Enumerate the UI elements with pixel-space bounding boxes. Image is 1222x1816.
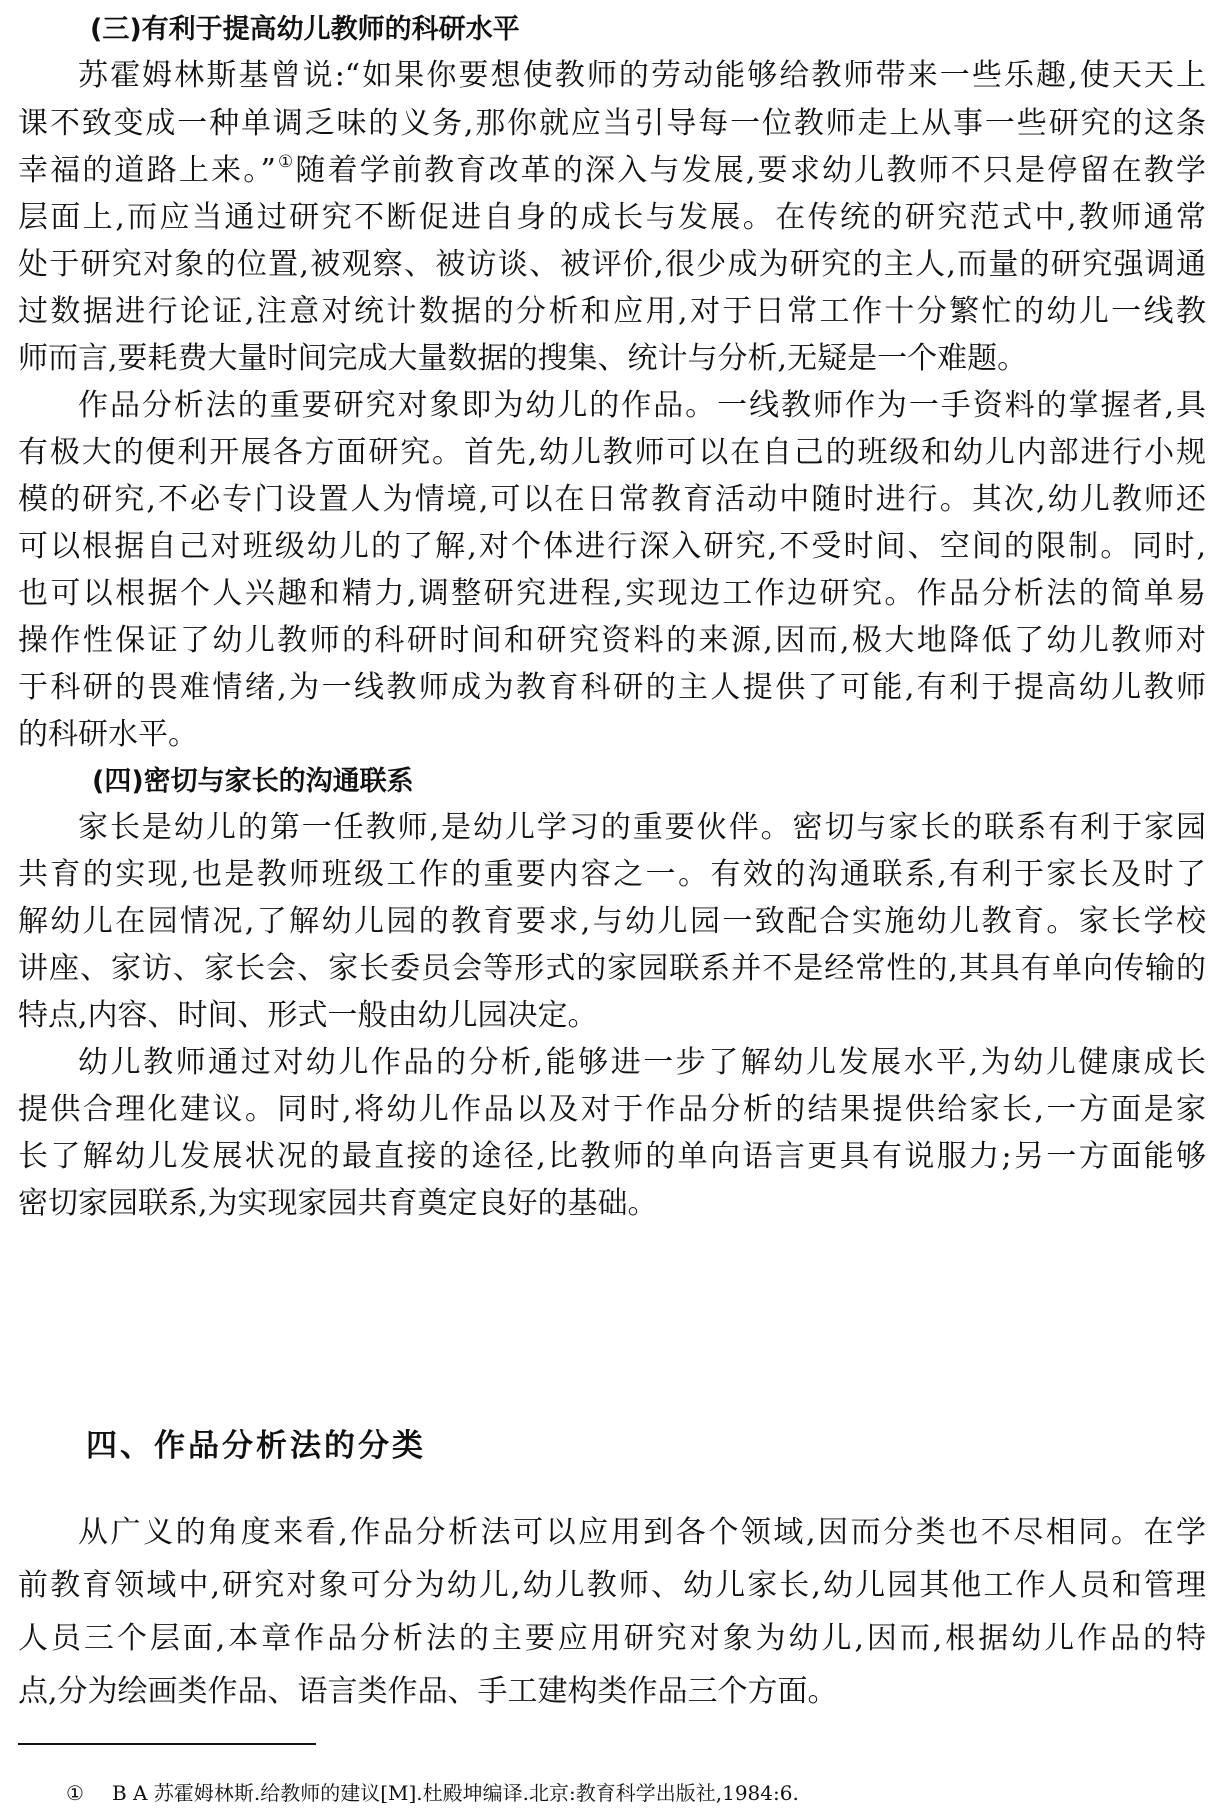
chapter-heading: 四、作品分析法的分类 xyxy=(86,1428,426,1464)
paragraph-line: 解幼儿在园情况,了解幼儿园的教育要求,与幼儿园一致配合实施幼儿教育。家长学校 xyxy=(18,904,1206,939)
paragraph-line: 可以根据自己对班级幼儿的了解,对个体进行深入研究,不受时间、空间的限制。同时, xyxy=(18,529,1206,564)
paragraph-line: 共育的实现,也是教师班级工作的重要内容之一。有效的沟通联系,有利于家长及时了 xyxy=(18,857,1206,892)
section-heading-4: (四)密切与家长的沟通联系 xyxy=(92,766,414,797)
paragraph-line: 作品分析法的重要研究对象即为幼儿的作品。一线教师作为一手资料的掌握者,具 xyxy=(78,388,1206,423)
paragraph-line: 也可以根据个人兴趣和精力,调整研究进程,实现边工作边研究。作品分析法的简单易 xyxy=(18,576,1206,611)
paragraph-line: 幼儿教师通过对幼儿作品的分析,能够进一步了解幼儿发展水平,为幼儿健康成长 xyxy=(78,1045,1206,1080)
paragraph-line: 处于研究对象的位置,被观察、被访谈、被评价,很少成为研究的主人,而量的研究强调通 xyxy=(18,247,1206,282)
paragraph-line: 层面上,而应当通过研究不断促进自身的成长与发展。在传统的研究范式中,教师通常 xyxy=(18,200,1206,235)
footnote-mark: ① xyxy=(66,1781,84,1805)
section-heading-3: (三)有利于提高幼儿教师的科研水平 xyxy=(90,14,520,45)
paragraph-line: 苏霍姆林斯基曾说:“如果你要想使教师的劳动能够给教师带来一些乐趣,使天天上 xyxy=(78,58,1206,93)
paragraph-line: 操作性保证了幼儿教师的科研时间和研究资料的来源,因而,极大地降低了幼儿教师对 xyxy=(18,623,1206,658)
paragraph-line: 密切家园联系,为实现家园共育奠定良好的基础。 xyxy=(18,1186,658,1221)
footnote-divider xyxy=(18,1743,316,1745)
paragraph-line: 长了解幼儿发展状况的最直接的途径,比教师的单向语言更具有说服力;另一方面能够 xyxy=(18,1139,1206,1174)
paragraph-line: 过数据进行论证,注意对统计数据的分析和应用,对于日常工作十分繁忙的幼儿一线教 xyxy=(18,294,1206,329)
paragraph-line: 前教育领域中,研究对象可分为幼儿,幼儿教师、幼儿家长,幼儿园其他工作人员和管理 xyxy=(18,1568,1206,1603)
paragraph-line: 师而言,要耗费大量时间完成大量数据的搜集、统计与分析,无疑是一个难题。 xyxy=(18,341,1028,376)
paragraph-line: 从广义的角度来看,作品分析法可以应用到各个领域,因而分类也不尽相同。在学 xyxy=(78,1515,1206,1550)
paragraph-line: 于科研的畏难情绪,为一线教师成为教育科研的主人提供了可能,有利于提高幼儿教师 xyxy=(18,670,1206,705)
quote-end-text: 幸福的道路上来。” xyxy=(18,153,276,188)
footnote-reference[interactable]: ① xyxy=(275,152,296,172)
paragraph-line xyxy=(18,153,1206,189)
paragraph-text: 随着学前教育改革的深入与发展,要求幼儿教师不只是停留在教学 xyxy=(295,153,1206,188)
paragraph-line: 讲座、家访、家长会、家长委员会等形式的家园联系并不是经常性的,其具有单向传输的 xyxy=(18,951,1206,986)
paragraph-line: 提供合理化建议。同时,将幼儿作品以及对于作品分析的结果提供给家长,一方面是家 xyxy=(18,1092,1206,1127)
paragraph-line: 点,分为绘画类作品、语言类作品、手工建构类作品三个方面。 xyxy=(18,1674,838,1709)
paragraph-line: 家长是幼儿的第一任教师,是幼儿学习的重要伙伴。密切与家长的联系有利于家园 xyxy=(78,810,1206,845)
paragraph-line: 课不致变成一种单调乏味的义务,那你就应当引导每一位教师走上从事一些研究的这条 xyxy=(18,106,1206,141)
paragraph-line: 的科研水平。 xyxy=(18,717,198,752)
paragraph-line: 特点,内容、时间、形式一般由幼儿园决定。 xyxy=(18,998,598,1033)
paragraph-line: 有极大的便利开展各方面研究。首先,幼儿教师可以在自己的班级和幼儿内部进行小规 xyxy=(18,435,1206,470)
paragraph-line: 人员三个层面,本章作品分析法的主要应用研究对象为幼儿,因而,根据幼儿作品的特 xyxy=(18,1621,1206,1656)
paragraph-line: 模的研究,不必专门设置人为情境,可以在日常教育活动中随时进行。其次,幼儿教师还 xyxy=(18,482,1206,517)
footnote-text: B A 苏霍姆林斯.给教师的建议[M].杜殿坤编译.北京:教育科学出版社,1984:6. xyxy=(112,1781,799,1805)
